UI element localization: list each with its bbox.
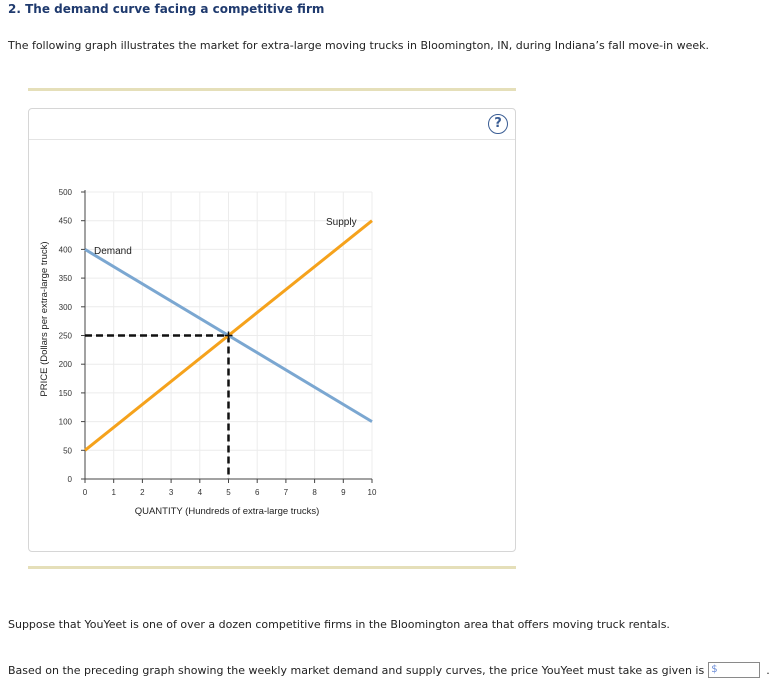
y-tick-label: 200 bbox=[58, 360, 72, 370]
question-prompt bbox=[8, 662, 770, 678]
help-icon[interactable]: ? bbox=[488, 114, 508, 134]
supply-label: Supply bbox=[326, 217, 357, 228]
top-divider bbox=[28, 88, 516, 91]
x-axis-title: QUANTITY (Hundreds of extra-large trucks) bbox=[134, 506, 320, 517]
x-tick-label: 4 bbox=[197, 488, 203, 497]
x-tick-label: 6 bbox=[254, 488, 260, 497]
question-context: Suppose that YouYeet is one of over a dozen competitive firms in the Bloomington area that offers moving truck rentals. bbox=[8, 618, 670, 631]
y-tick-label: 250 bbox=[58, 331, 72, 341]
x-tick-label: 2 bbox=[140, 488, 145, 497]
bottom-divider bbox=[28, 566, 516, 569]
x-tick-label: 8 bbox=[312, 488, 317, 497]
y-tick-label: 500 bbox=[58, 188, 72, 197]
graph-panel bbox=[28, 108, 516, 552]
question-text: Based on the preceding graph showing the weekly market demand and supply curves, the price YouYeet must take as given is bbox=[8, 663, 705, 677]
x-tick-label: 1 bbox=[111, 488, 116, 497]
x-tick-label: 5 bbox=[226, 488, 231, 497]
y-tick-label: 300 bbox=[58, 302, 72, 312]
y-tick-label: 150 bbox=[58, 388, 72, 398]
y-tick-label: 100 bbox=[58, 417, 72, 427]
intro-text: The following graph illustrates the market for extra-large moving trucks in Bloomington, IN, during Indiana’s fall move-in week. bbox=[8, 39, 710, 52]
demand-label: Demand bbox=[94, 246, 132, 257]
page-title: 2. The demand curve facing a competitive firm bbox=[8, 2, 325, 16]
price-answer-input[interactable]: $ bbox=[708, 662, 760, 678]
y-tick-label: 450 bbox=[58, 216, 72, 226]
y-axis-title: PRICE (Dollars per extra-large truck) bbox=[39, 241, 50, 397]
y-tick-label: 50 bbox=[63, 446, 72, 456]
y-tick-label: 0 bbox=[67, 475, 72, 484]
y-tick-label: 400 bbox=[58, 245, 72, 255]
sentence-end: . bbox=[766, 663, 770, 677]
market-chart bbox=[29, 109, 515, 551]
x-tick-label: 0 bbox=[82, 488, 88, 497]
x-tick-label: 7 bbox=[283, 488, 289, 497]
y-tick-label: 350 bbox=[58, 274, 72, 284]
x-tick-label: 10 bbox=[367, 488, 377, 497]
x-tick-label: 9 bbox=[341, 488, 346, 497]
x-tick-label: 3 bbox=[168, 488, 174, 497]
